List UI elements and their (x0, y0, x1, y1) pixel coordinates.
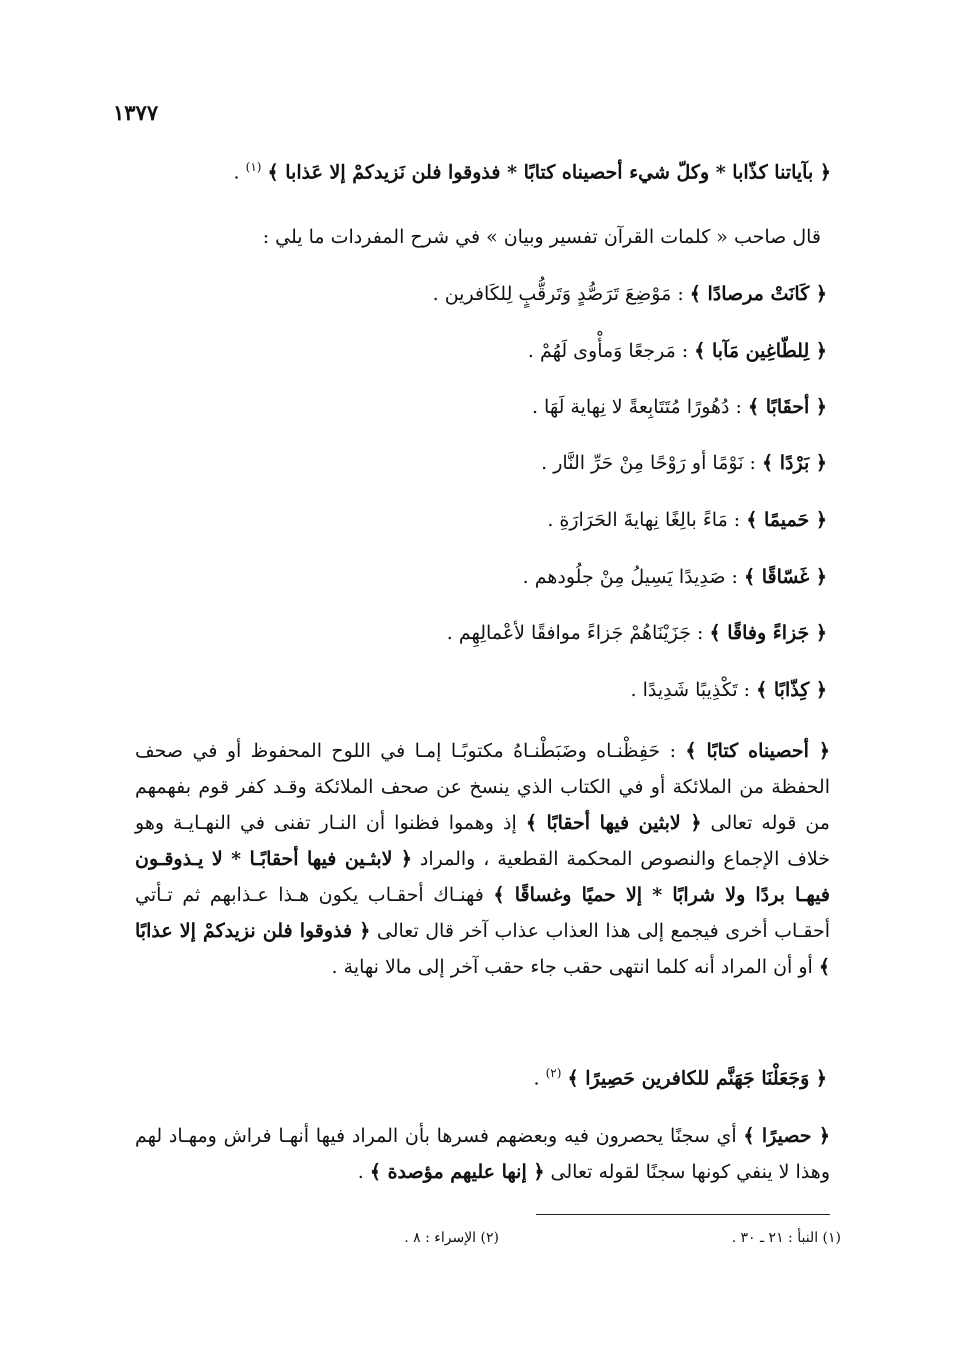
definition-meaning: : دُهُورًا مُتَتَابِعةً لا نِهاية لَهَا . (531, 396, 742, 418)
footnote-divider (536, 1214, 830, 1215)
page-number: ١٣٧٧ (113, 100, 159, 125)
author-line: قال صاحب « كلمات القرآن تفسير وبيان » في شرح المفردات ما يلي : (262, 226, 821, 248)
definition-term: ﴿ غَسّاقًا ﴾ (743, 566, 827, 588)
definition-meaning: : مَاءً بالِغًا نِهايةَ الحَرَارَةِ . (547, 509, 741, 531)
intro-verse-line (234, 160, 831, 183)
definition-term: ﴿ كَانَتْ مرصادًا ﴾ (689, 283, 827, 305)
definition-meaning: : تَكْذِيبًا شَدِيدًا . (630, 679, 751, 701)
body-text: فهنـاك أحقـاب يكون هـذا عـذابهم ثم تـأتي أحقـاب أخرى فيجمع إلى هذا العذاب عذاب آخر قال تعالى (135, 884, 830, 942)
definition-term: ﴿ لِلطّاغِين مَآبا ﴾ (694, 340, 827, 362)
definition-item (523, 566, 827, 588)
quran-quote: ﴿ حصيرًا ﴾ (743, 1125, 830, 1147)
definition-meaning: : مَوْضِعَ تَرَصُّدٍ وَتَرقُّبٍ لِلكَافرين . (432, 283, 684, 305)
definition-item (541, 452, 827, 474)
definition-meaning: : نَوْمًا أو رَوْحًا مِنْ حَرِّ النَّار . (541, 452, 756, 474)
definition-meaning: : صَدِيدًا يَسِيلُ مِنْ جلُودهم . (522, 566, 738, 588)
definition-meaning: : مَرجعًا وَمأْوى لَهُمْ . (527, 340, 689, 362)
quran-verse: ﴿ وَجَعَلْنَا جَهَنَّم للكافرين حَصِيرًا ﴾ (567, 1067, 827, 1090)
hasir-paragraph (135, 1118, 830, 1190)
definition-item (433, 283, 827, 305)
definition-term: ﴿ حَميمًا ﴾ (746, 509, 827, 531)
verse-line (534, 1066, 827, 1089)
quran-quote: ﴿ لابثين فيها أحقابًا ﴾ (525, 812, 702, 834)
definition-item (528, 340, 827, 362)
body-text: إذ وهموا فظنوا أن النـار تفنى في النهـايـة وهو خلاف الإجماع والنصوص المحكمة القطعية ، والمراد (135, 812, 830, 870)
definition-item (532, 396, 827, 418)
footnote-2: (٢) الإسراء : ٨ . (404, 1230, 499, 1246)
body-text: . (357, 1161, 370, 1183)
definition-term: ﴿ جَزاءً وفاقًا ﴾ (709, 622, 827, 644)
body-text: أي سجنًا يحصرون فيه وبعضهم فسرها بأن المراد فيها أنهـا فراش ومهـاد لهم وهذا لا ينفي كونها سجنًا لقوله تعالى (135, 1125, 830, 1183)
body-text: أو أن المراد أنه كلما انتهى حقب جاء حقب آخر إلى مالا نهاية . (331, 956, 819, 978)
quran-quote: ﴿ فذوقوا فلن نزيدكمْ إلا عذابًا ﴾ (135, 920, 830, 978)
definition-item (631, 679, 827, 701)
definition-item (547, 509, 827, 531)
quran-quote: ﴿ إنها عليهم مؤصدة ﴾ (369, 1161, 545, 1183)
quran-quote: ﴿ لابثـين فيها أحقابًـا * لا يـذوقـون فيهـا بردًا ولا شرابًا * إلا حميًا وغساقًا ﴾ (135, 848, 830, 906)
definition-term: ﴿ كِذّابًا ﴾ (756, 679, 827, 701)
definition-meaning: : جَزَيْنَاهُمْ جَزاءً موافقًا لأعْمالِهِم . (446, 622, 704, 644)
footnote-ref: (٢) (545, 1066, 562, 1080)
definition-term: ﴿ أحقَابًا ﴾ (748, 396, 827, 418)
definition-item (447, 622, 827, 644)
explanation-paragraph (135, 733, 830, 985)
punctuation: . (533, 1067, 540, 1090)
footnote-ref: (١) (245, 160, 262, 174)
definition-term: ﴿ بَرْدًا ﴾ (761, 452, 827, 474)
quran-verse: ﴿ بآياتنا كذّابا * وكلّ شيء أحصيناه كتابًا * فذوقوا فلن نَزيدكمْ إلا عَذابا ﴾ (267, 161, 831, 184)
footnote-1: (١) النبأ : ٢١ ـ ٣٠ . (731, 1230, 841, 1246)
punctuation: . (233, 161, 240, 184)
quran-quote: ﴿ أحصيناه كتابًا ﴾ (685, 740, 830, 762)
body-text: : حَفِظْنـاه وضَبَطْنـاهُ مكتوبًـا إمـا في اللوح المحفوظ أو في صحف الحفظة من الملائكة أو في الكتاب الذي ينسخ عن صحف الملائكة وقـد كفر قوم بفهمهم من قوله تعالى (135, 740, 830, 834)
